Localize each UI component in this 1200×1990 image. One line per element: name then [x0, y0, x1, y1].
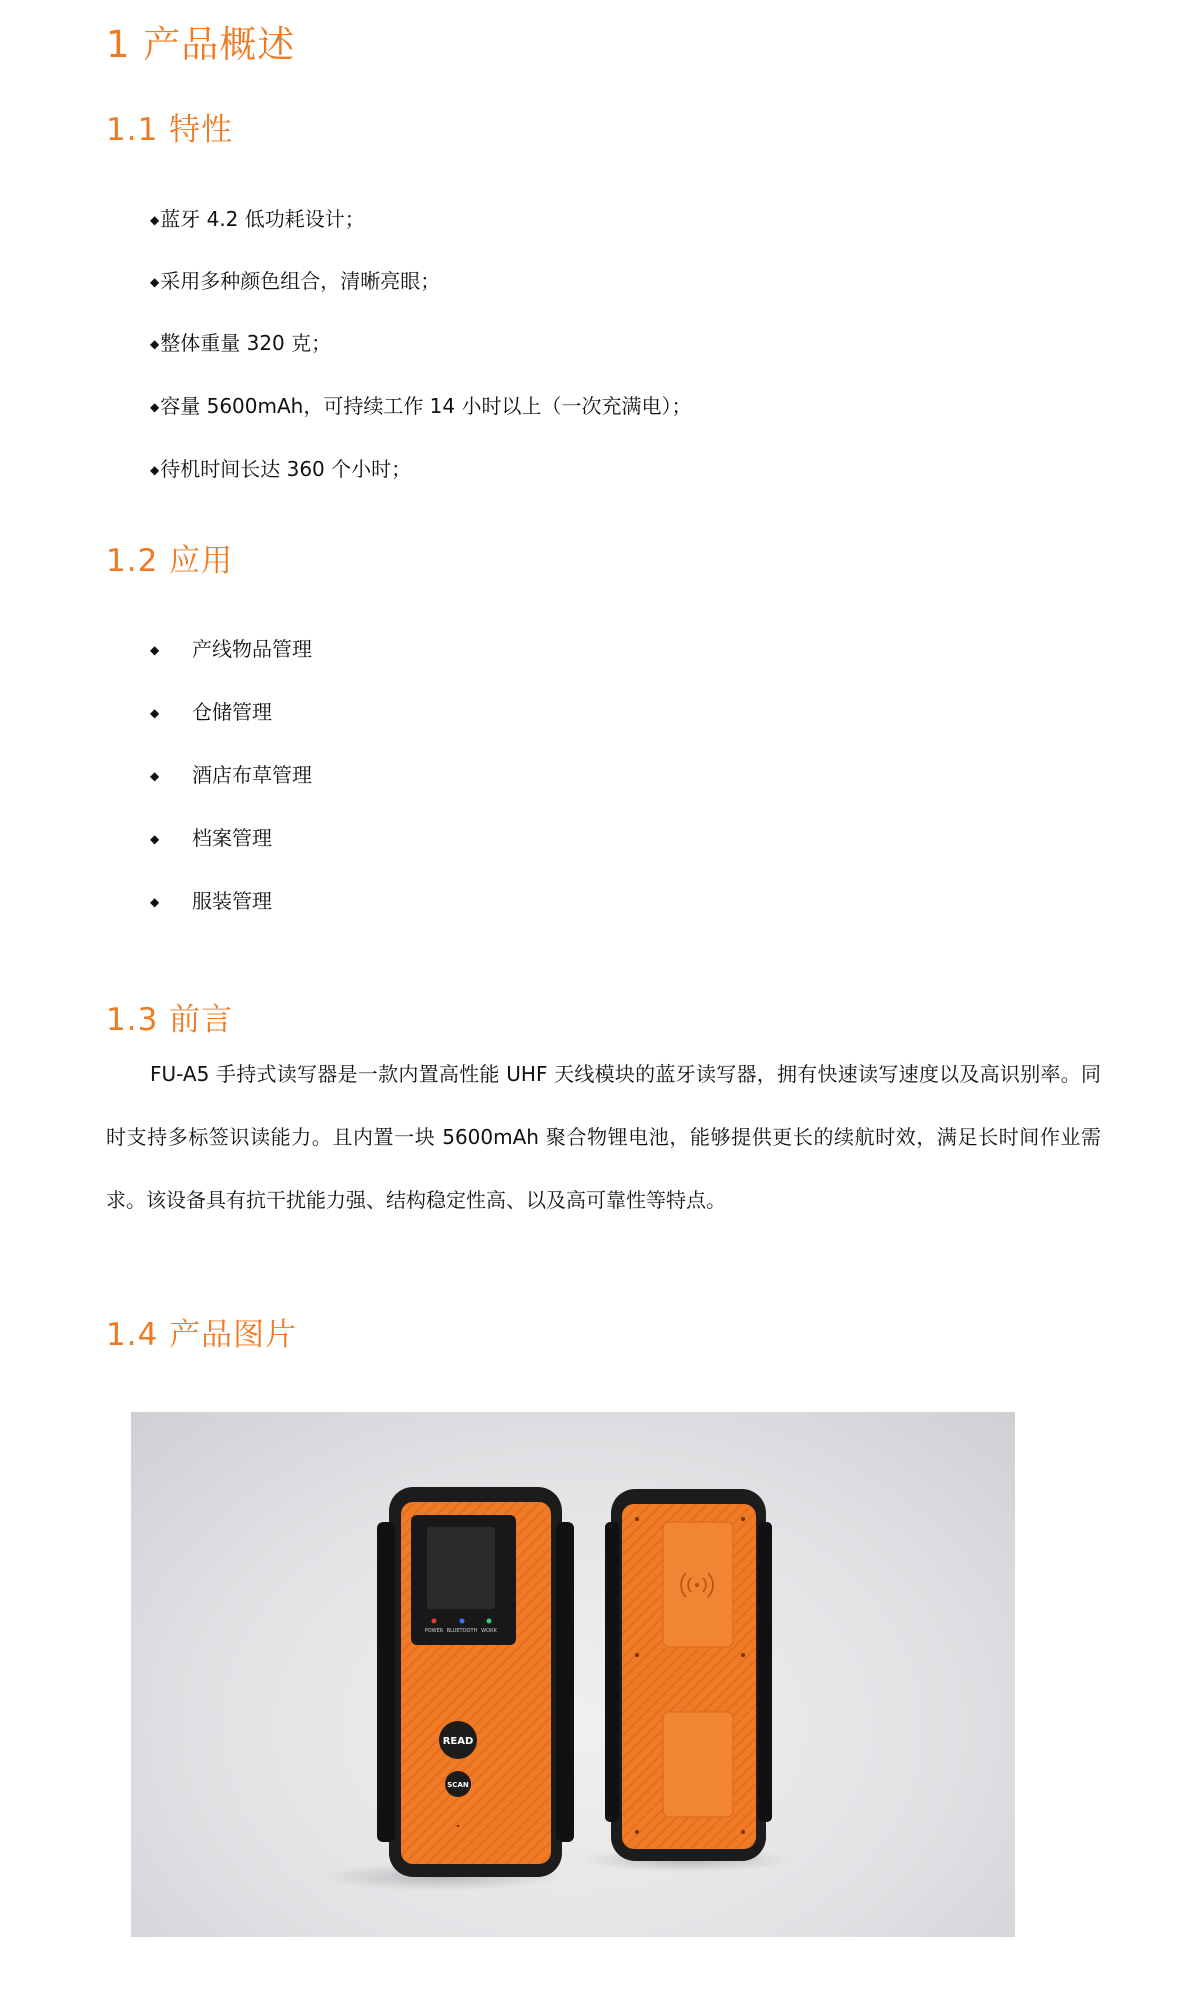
- feature-text: 蓝牙 4.2 低功耗设计；: [160, 207, 365, 231]
- device-back: [605, 1489, 772, 1861]
- bullet-icon: ◆: [150, 275, 160, 289]
- pictures-heading: 1.4 产品图片: [106, 1317, 298, 1353]
- preface-text: FU-A5 手持式读写器是一款内置高性能 UHF 天线模块的蓝牙读写器，拥有快速读写速度以及高识别率。同时支持多标签识读能力。且内置一块 5600mAh 聚合物锂电池，能够提供更长的续航时效，满足长时间作业需求。该设备具有抗干扰能力强、结构稳定性高、以及高可靠性等特点。: [106, 1062, 1101, 1212]
- application-text: 档案管理: [192, 826, 272, 850]
- application-item: [150, 822, 272, 851]
- bluetooth-label: BLUETOOTH: [446, 1628, 478, 1634]
- bullet-icon: ◆: [150, 895, 160, 909]
- product-render: [131, 1412, 1015, 1937]
- application-item: [150, 759, 312, 788]
- work-label: WORK: [481, 1628, 497, 1634]
- application-text: 产线物品管理: [192, 637, 312, 661]
- preface-paragraph: [106, 1043, 1101, 1232]
- bullet-icon: ◆: [150, 463, 160, 477]
- feature-item: [150, 327, 331, 356]
- feature-text: 整体重量 320 克；: [160, 331, 332, 355]
- feature-item: [150, 265, 440, 294]
- application-text: 服装管理: [192, 889, 272, 913]
- work-led-icon: [487, 1619, 492, 1624]
- read-button-label: READ: [442, 1736, 474, 1747]
- bullet-icon: ◆: [150, 769, 160, 783]
- applications-heading: 1.2 应用: [106, 543, 234, 579]
- device-front: [377, 1487, 574, 1877]
- application-item: [150, 633, 312, 662]
- bullet-icon: ◆: [150, 706, 160, 720]
- scan-button-label: SCAN: [447, 1781, 469, 1789]
- features-heading: 1.1 特性: [106, 112, 234, 148]
- feature-text: 待机时间长达 360 个小时；: [160, 457, 412, 481]
- product-photo: [131, 1412, 1015, 1937]
- bluetooth-led-icon: [460, 1619, 465, 1624]
- application-item: [150, 696, 272, 725]
- application-item: [150, 885, 272, 914]
- power-led-icon: [432, 1619, 437, 1624]
- application-text: 酒店布草管理: [192, 763, 312, 787]
- bullet-icon: ◆: [150, 643, 160, 657]
- preface-heading: 1.3 前言: [106, 1002, 234, 1038]
- bullet-icon: ◆: [150, 832, 160, 846]
- feature-text: 采用多种颜色组合，清晰亮眼；: [160, 269, 441, 293]
- bullet-icon: ◆: [150, 400, 160, 414]
- feature-item: [150, 203, 365, 232]
- feature-item: [150, 453, 411, 482]
- feature-text: 容量 5600mAh，可持续工作 14 小时以上（一次充满电）；: [160, 394, 692, 418]
- bullet-icon: ◆: [150, 337, 160, 351]
- application-text: 仓储管理: [192, 700, 272, 724]
- feature-item: [150, 390, 692, 419]
- bullet-icon: ◆: [150, 213, 160, 227]
- screen: [427, 1527, 495, 1609]
- power-label: POWER: [424, 1628, 444, 1634]
- section-title: 1 产品概述: [106, 23, 296, 66]
